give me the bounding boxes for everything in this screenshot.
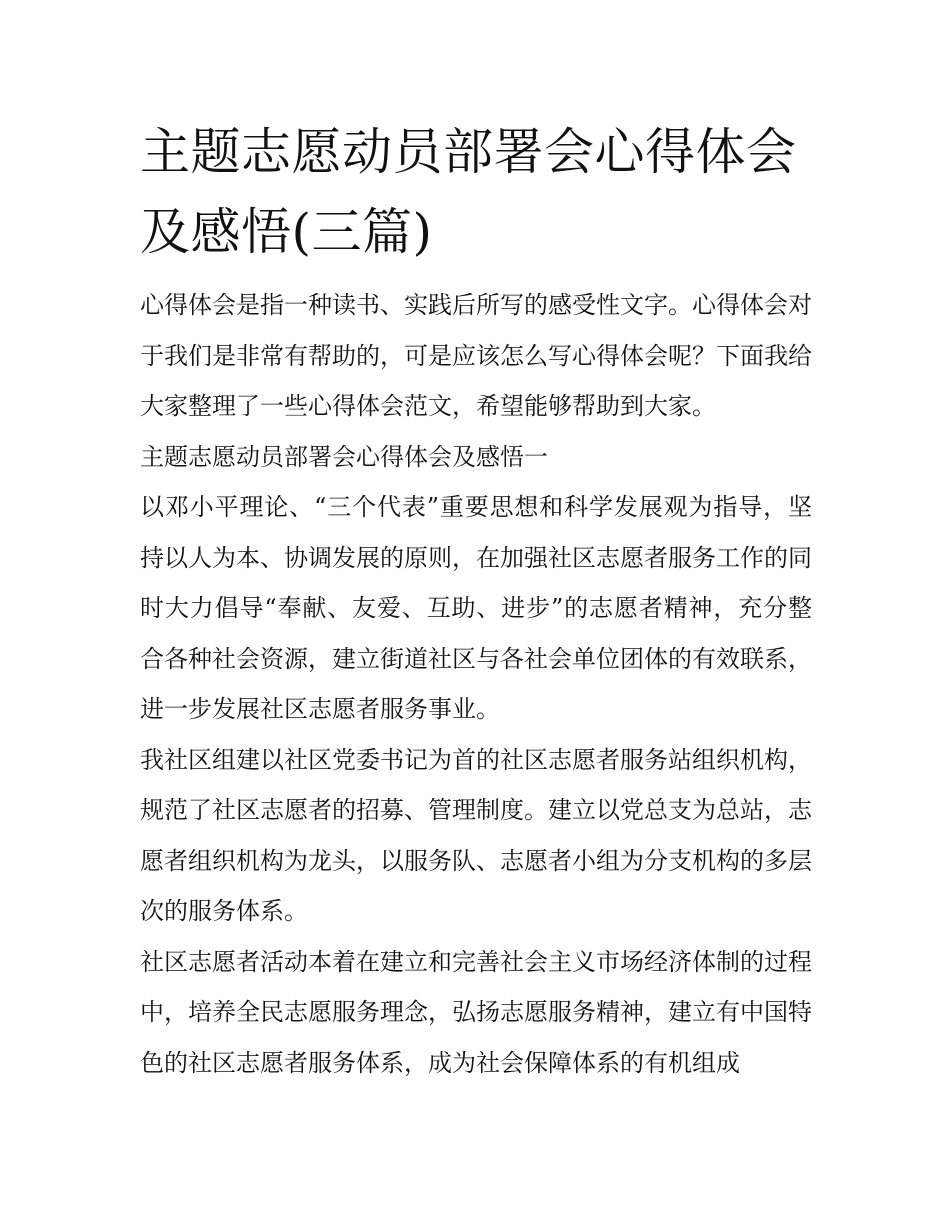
document-title: 主题志愿动员部署会心得体会及感悟(三篇) [140, 123, 797, 261]
section-heading: 主题志愿动员部署会心得体会及感悟一 [140, 442, 548, 471]
document-page [140, 112, 812, 1088]
body-paragraph: 社区志愿者活动本着在建立和完善社会主义市场经济体制的过程中，培养全民志愿服务理念，弘扬志愿服务精神，建立有中国特色的社区志愿者服务体系，成为社会保障体系的有机组成 [140, 947, 812, 1077]
intro-paragraph: 心得体会是指一种读书、实践后所写的感受性文字。心得体会对于我们是非常有帮助的，可是应该怎么写心得体会呢？下面我给大家整理了一些心得体会范文，希望能够帮助到大家。 [140, 291, 812, 420]
body-paragraph: 以邓小平理论、“三个代表”重要思想和科学发展观为指导，坚持以人为本、协调发展的原则，在加强社区志愿者服务工作的同时大力倡导“奉献、友爱、互助、进步”的志愿者精神，充分整合各种社会资源，建立街道社区与各社会单位团体的有效联系，进一步发展社区志愿者服务事业。 [140, 493, 812, 723]
body-paragraph: 我社区组建以社区党委书记为首的社区志愿者服务站组织机构，规范了社区志愿者的招募、管理制度。建立以党总支为总站，志愿者组织机构为龙头，以服务队、志愿者小组为分支机构的多层次的服务体系。 [140, 745, 812, 925]
